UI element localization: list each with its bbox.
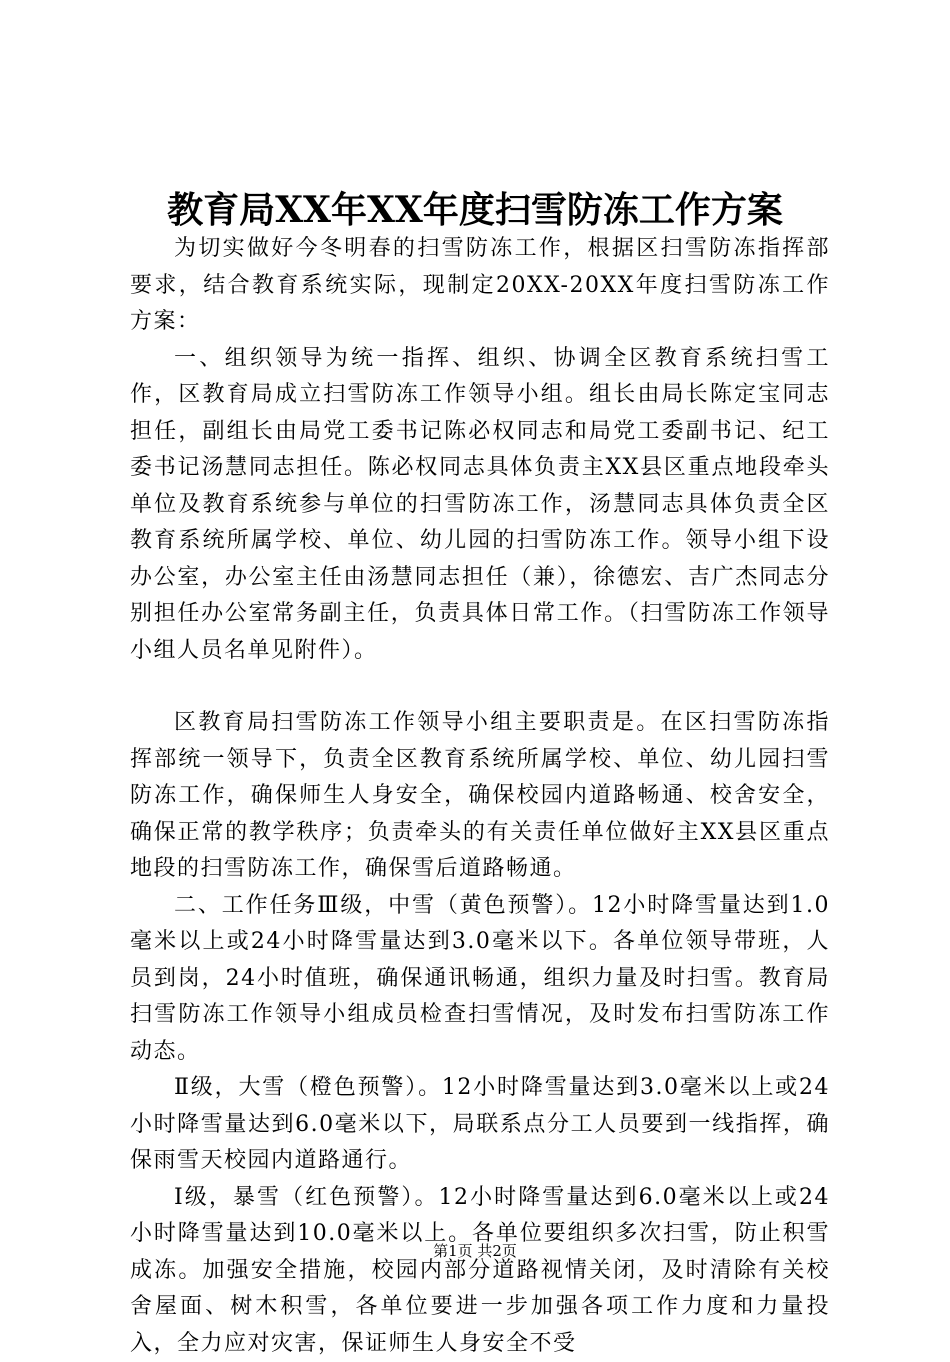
document-title: 教育局XX年XX年度扫雪防冻工作方案 bbox=[0, 182, 950, 238]
paragraph-responsibilities: 区教育局扫雪防冻工作领导小组主要职责是。在区扫雪防冻指挥部统一领导下，负责全区教育系统所属学校、单位、幼儿园扫雪防冻工作，确保师生人身安全，确保校园内道路畅通、校舍安全，确保正常的教学秩序；负责牵头的有关责任单位做好主XX县区重点地段的扫雪防冻工作，确保雪后道路畅通。 bbox=[130, 705, 830, 888]
paragraph-intro: 为切实做好今冬明春的扫雪防冻工作，根据区扫雪防冻指挥部要求，结合教育系统实际，现制定20XX-20XX年度扫雪防冻工作方案： bbox=[130, 231, 830, 341]
paragraph-organization: 一、组织领导为统一指挥、组织、协调全区教育系统扫雪工作，区教育局成立扫雪防冻工作领导小组。组长由局长陈定宝同志担任，副组长由局党工委书记陈必权同志和局党工委副书记、纪工委书记汤慧同志担任。陈必权同志具体负责主XX县区重点地段牵头单位及教育系统参与单位的扫雪防冻工作，汤慧同志具体负责全区教育系统所属学校、单位、幼儿园的扫雪防冻工作。领导小组下设办公室，办公室主任由汤慧同志担任（兼），徐德宏、吉广杰同志分别担任办公室常务副主任，负责具体日常工作。（扫雪防冻工作领导小组人员名单见附件）。 bbox=[130, 341, 830, 670]
paragraph-level-3: 二、工作任务Ⅲ级，中雪（黄色预警）。12小时降雪量达到1.0毫米以上或24小时降雪量达到3.0毫米以下。各单位领导带班，人员到岗，24小时值班，确保通讯畅通，组织力量及时扫雪。教育局扫雪防冻工作领导小组成员检查扫雪情况，及时发布扫雪防冻工作动态。 bbox=[130, 888, 830, 1071]
document-body bbox=[130, 231, 830, 1362]
paragraph-level-1: Ⅰ级，暴雪（红色预警）。12小时降雪量达到6.0毫米以上或24小时降雪量达到10.0毫米以上。各单位要组织多次扫雪，防止积雪成冻。加强安全措施，校园内部分道路视情关闭，及时清除有关校舍屋面、树木积雪，各单位要进一步加强各项工作力度和力量投入，全力应对灾害，保证师生人身安全不受 bbox=[130, 1180, 830, 1362]
paragraph-level-2: Ⅱ级，大雪（橙色预警）。12小时降雪量达到3.0毫米以上或24小时降雪量达到6.0毫米以下，局联系点分工人员要到一线指挥，确保雨雪天校园内道路通行。 bbox=[130, 1070, 830, 1180]
page-footer: 第1页 共2页 bbox=[0, 1239, 950, 1263]
